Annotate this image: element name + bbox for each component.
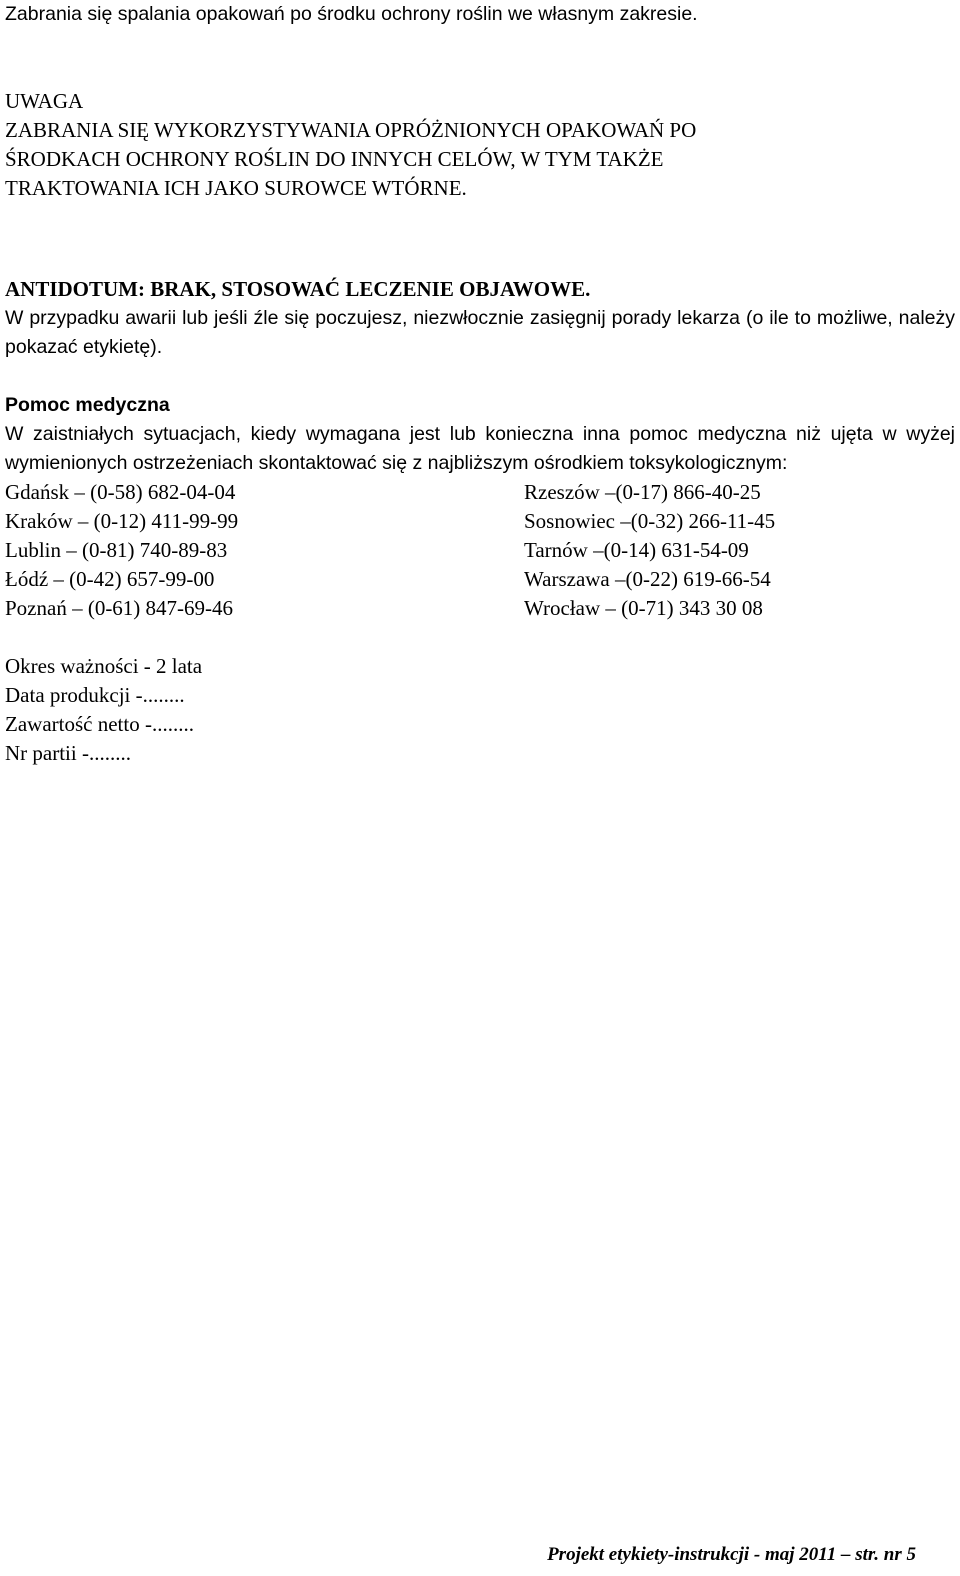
antidote-text: W przypadku awarii lub jeśli źle się poczujesz, niezwłocznie zasięgnij porady lekarza (o ile to możliwe, należy pokazać etykietę).: [5, 307, 955, 358]
poison-center-lodz: Łódź – (0-42) 657-99-00: [5, 567, 215, 591]
poison-center-poznan: Poznań – (0-61) 847-69-46: [5, 596, 234, 620]
batch-number: Nr partii -........: [5, 741, 131, 765]
product-info-section: [5, 652, 955, 768]
poison-center-rzeszow: Rzeszów –(0-17) 866-40-25: [524, 480, 761, 504]
warning-label: UWAGA: [5, 89, 84, 113]
production-date: Data produkcji -........: [5, 683, 185, 707]
poison-center-wroclaw: Wrocław – (0-71) 343 30 08: [524, 596, 763, 620]
poison-center-lublin: Lublin – (0-81) 740-89-83: [5, 538, 228, 562]
warning-line-1: ZABRANIA SIĘ WYKORZYSTYWANIA OPRÓŻNIONYCH OPAKOWAŃ PO: [5, 118, 697, 142]
validity-period: Okres ważności - 2 lata: [5, 654, 203, 678]
net-content: Zawartość netto -........: [5, 712, 194, 736]
antidote-heading: ANTIDOTUM: BRAK, STOSOWAĆ LECZENIE OBJAWOWE.: [5, 277, 591, 301]
antidote-section: [5, 275, 955, 362]
poison-center-tarnow: Tarnów –(0-14) 631-54-09: [524, 538, 749, 562]
spacer: [5, 29, 955, 87]
warning-line-3: TRAKTOWANIA ICH JAKO SUROWCE WTÓRNE.: [5, 176, 467, 200]
poison-center-sosnowiec: Sosnowiec –(0-32) 266-11-45: [524, 509, 776, 533]
document-page: [5, 0, 955, 768]
medical-help-heading: Pomoc medyczna: [5, 394, 170, 416]
medical-help-section: [5, 391, 955, 623]
spacer: [5, 362, 955, 391]
poison-center-krakow: Kraków – (0-12) 411-99-99: [5, 509, 239, 533]
burn-warning: Zabrania się spalania opakowań po środku ochrony roślin we własnym zakresie.: [5, 3, 698, 25]
spacer: [5, 261, 955, 275]
warning-line-2: ŚRODKACH OCHRONY ROŚLIN DO INNYCH CELÓW, W TYM TAKŻE: [5, 147, 664, 171]
medical-help-text: W zaistniałych sytuacjach, kiedy wymagana jest lub konieczna inna pomoc medyczna niż ujęta w wyżej wymienionych ostrzeżeniach skontaktować się z najbliższym ośrodkiem toksykologicznym:: [5, 423, 955, 474]
warning-section: [5, 87, 955, 203]
poison-centers-list: [5, 478, 955, 623]
poison-center-gdansk: Gdańsk – (0-58) 682-04-04: [5, 480, 236, 504]
poison-center-warszawa: Warszawa –(0-22) 619-66-54: [524, 567, 771, 591]
spacer: [5, 203, 955, 261]
spacer: [5, 623, 955, 652]
page-footer: Projekt etykiety-instrukcji - maj 2011 – str. nr 5: [547, 1544, 916, 1565]
